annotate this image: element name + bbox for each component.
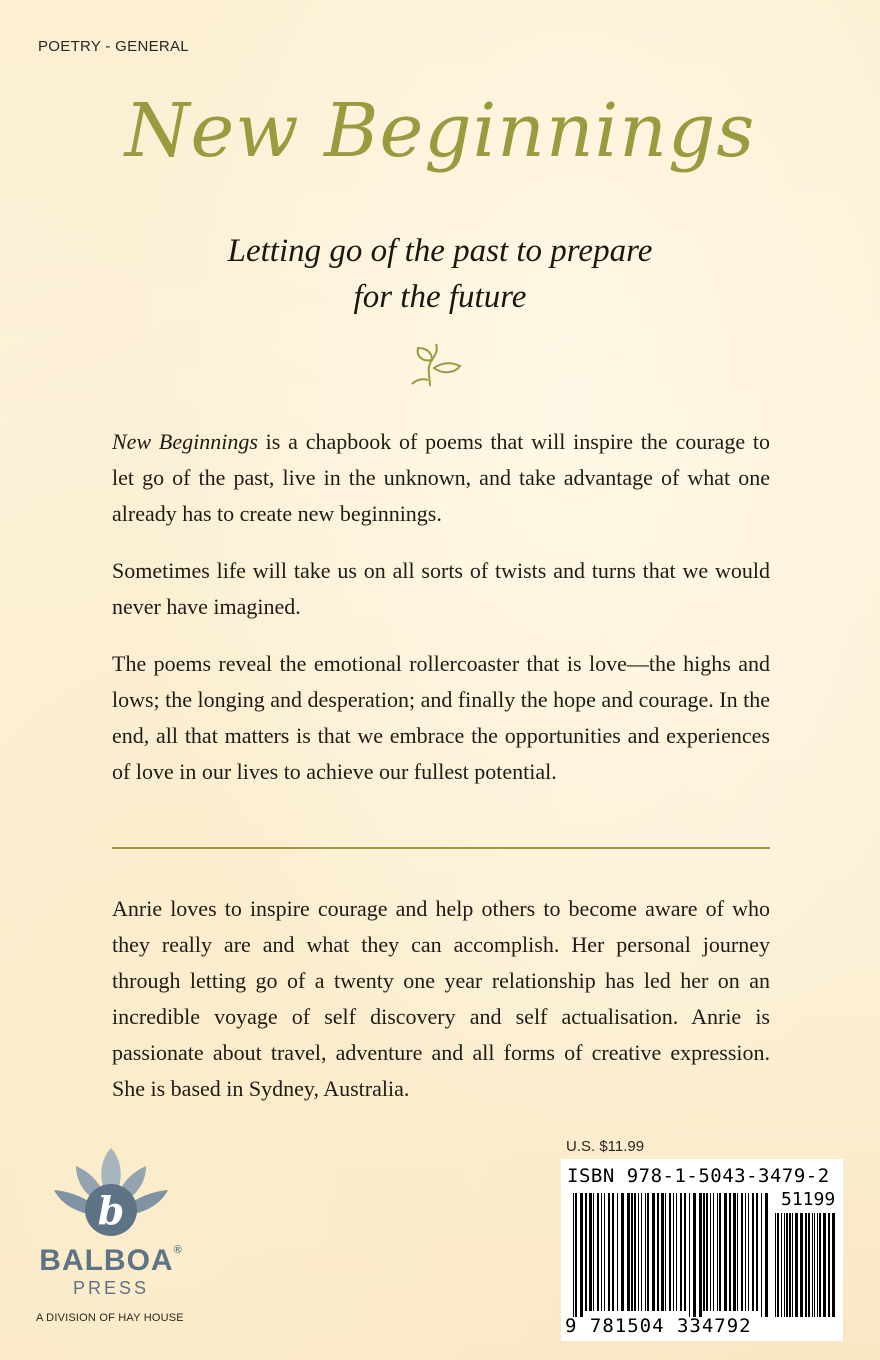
subtitle-line-2: for the future xyxy=(353,279,527,315)
publisher-division: A DIVISION OF HAY HOUSE xyxy=(36,1312,184,1324)
section-divider xyxy=(112,847,770,849)
publisher-logo xyxy=(36,1140,196,1340)
barcode-bars xyxy=(561,1159,843,1341)
description-text-1: is a chapbook of poems that will inspire the courage to let go of the past, live in the unknown, and take advantage of what one already has to create new beginnings. xyxy=(112,429,770,526)
publisher-name-text: BALBOA xyxy=(39,1244,174,1277)
svg-text:b: b xyxy=(97,1188,125,1233)
description-paragraph-1 xyxy=(112,424,770,532)
sprout-icon xyxy=(408,340,468,388)
publisher-name xyxy=(36,1244,186,1278)
price-label: U.S. $11.99 xyxy=(566,1138,645,1155)
barcode-addon-number: 51199 xyxy=(781,1189,836,1210)
publisher-subtitle: PRESS xyxy=(72,1278,150,1298)
description-paragraph-2: Sometimes life will take us on all sorts of twists and turns that we would never have imagined. xyxy=(112,558,770,619)
isbn-barcode xyxy=(561,1159,843,1341)
barcode-ean-number: 9 781504 334792 xyxy=(565,1315,752,1337)
category-label: POETRY - GENERAL xyxy=(38,38,189,55)
book-subtitle xyxy=(0,228,880,320)
description-title: New Beginnings xyxy=(112,429,258,454)
subtitle-line-1: Letting go of the past to prepare xyxy=(227,233,653,269)
registered-mark: ® xyxy=(173,1244,183,1256)
isbn-text: ISBN 978-1-5043-3479-2 xyxy=(567,1165,830,1187)
lotus-b-icon xyxy=(36,1140,186,1244)
author-bio: Anrie loves to inspire courage and help others to become aware of who they really are and what they can accomplish. Her personal journey through letting go of a twenty one year relationship has led her on an incredible voyage of self discovery and self actualisation. Anrie is passionate about travel, adventure and all forms of creative expression. She is based in Sydney, Australia. xyxy=(112,896,770,1101)
description-paragraph-3: The poems reveal the emotional rollercoaster that is love—the highs and lows; the longing and desperation; and finally the hope and courage. In the end, all that matters is that we embrace the opportunities and experiences of love in our lives to achieve our fullest potential. xyxy=(112,651,770,784)
book-title: New Beginnings xyxy=(124,88,756,174)
